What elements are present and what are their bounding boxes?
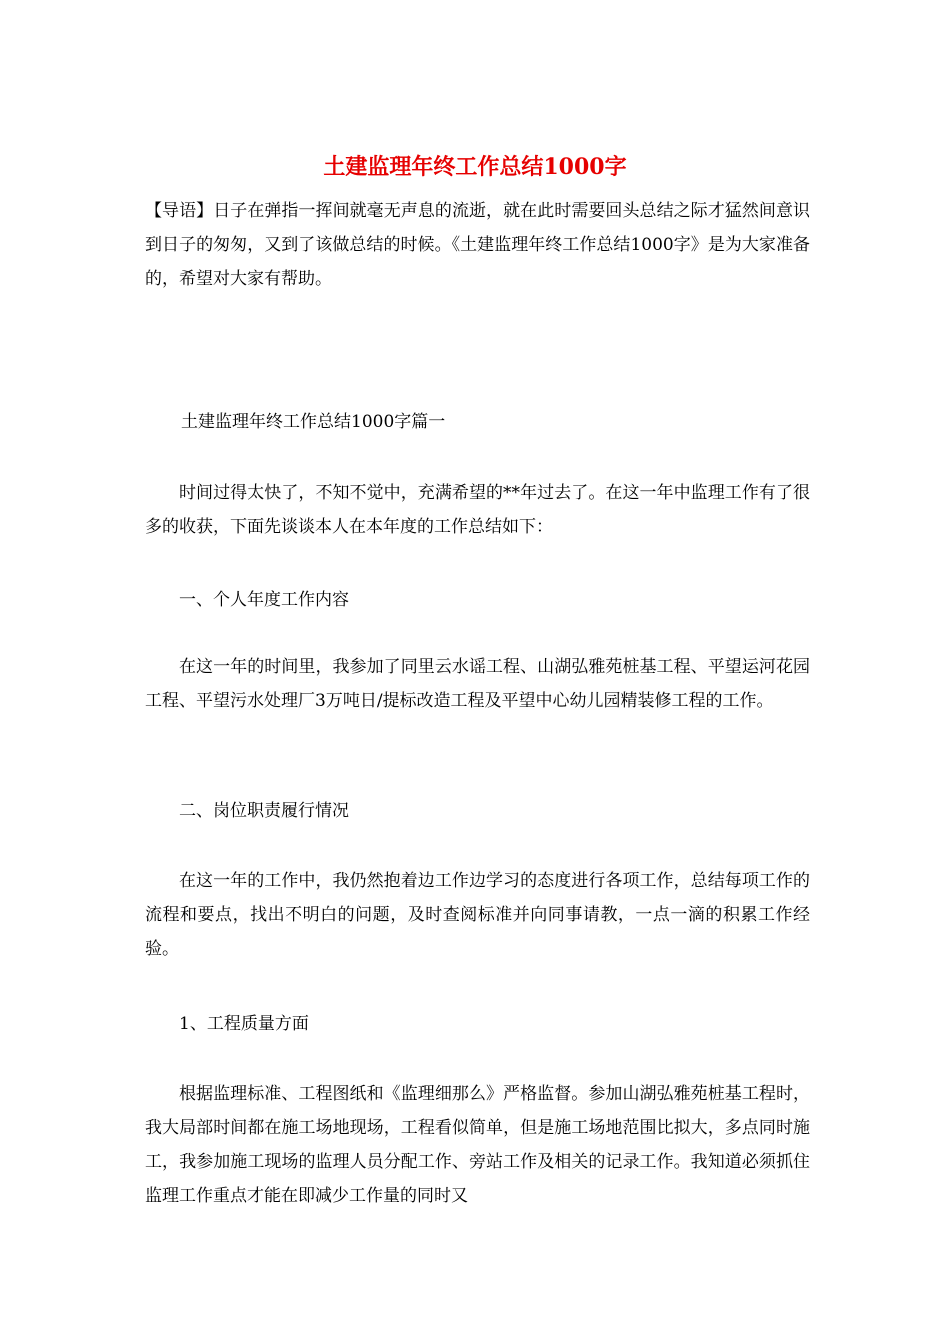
heading-3: 1、工程质量方面	[179, 1014, 309, 1034]
intro-paragraph: 【导语】日子在弹指一挥间就毫无声息的流逝，就在此时需要回头总结之际才猛然间意识到日子的匆匆，又到了该做总结的时候。《土建监理年终工作总结1000字》是为大家准备的，希望对大家有帮助。	[145, 201, 810, 289]
paragraph-4: 根据监理标准、工程图纸和《监理细那么》严格监督。参加山湖弘雅苑桩基工程时，我大局部时间都在施工场地现场，工程看似简单，但是施工场地范围比拟大，多点同时施工，我参加施工现场的监理人员分配工作、旁站工作及相关的记录工作。我知道必须抓住监理工作重点才能在即减少工作量的同时又	[145, 1084, 810, 1206]
paragraph-3: 在这一年的工作中，我仍然抱着边工作边学习的态度进行各项工作，总结每项工作的流程和要点，找出不明白的问题，及时查阅标准并向同事请教，一点一滴的积累工作经验。	[145, 871, 810, 959]
heading-1: 一、个人年度工作内容	[179, 590, 349, 610]
paragraph-2: 在这一年的时间里，我参加了同里云水谣工程、山湖弘雅苑桩基工程、平望运河花园工程、平望污水处理厂3万吨日/提标改造工程及平望中心幼儿园精装修工程的工作。	[145, 657, 810, 711]
heading-2: 二、岗位职责履行情况	[179, 801, 349, 821]
paragraph-1: 时间过得太快了，不知不觉中，充满希望的**年过去了。在这一年中监理工作有了很多的收获，下面先谈谈本人在本年度的工作总结如下：	[145, 483, 810, 537]
document-title: 土建监理年终工作总结1000字	[323, 154, 627, 180]
section-title: 土建监理年终工作总结1000字篇一	[181, 412, 446, 432]
